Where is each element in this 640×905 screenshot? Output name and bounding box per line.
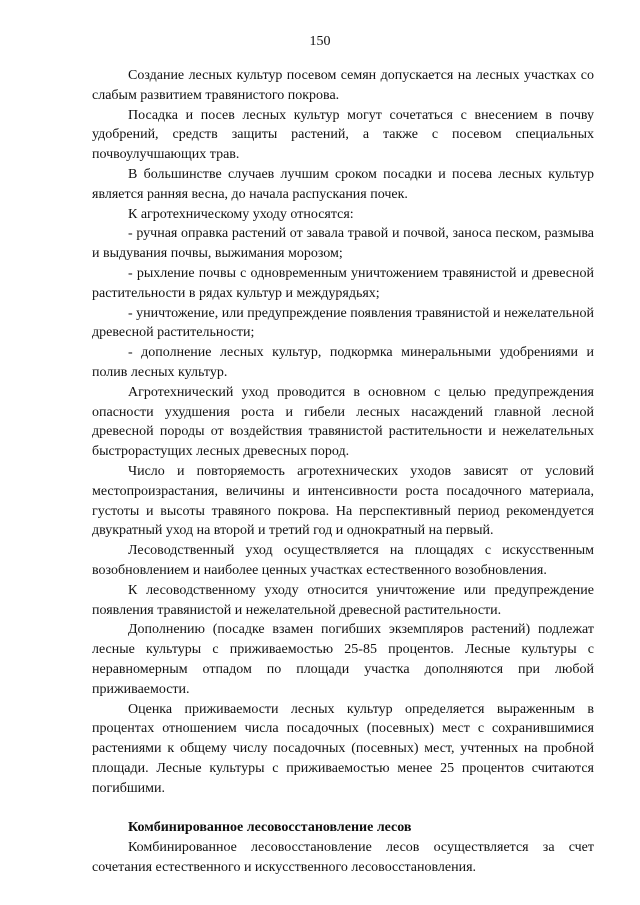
paragraph: Агротехнический уход проводится в основном с целью предупреждения опасности ухудшения роста и гибели лесных насаждений главной лесной древесной породы от воздействия травянистой растительности и нежелательных быстрорастущих лесных древесных пород. [92,384,594,460]
paragraph: Посадка и посев лесных культур могут сочетаться с внесением в почву удобрений, средств защиты растений, а также с посевом специальных почвоулучшающих трав. [92,107,594,163]
list-item: - дополнение лесных культур, подкормка минеральными удобрениями и полив лесных культур. [92,345,594,380]
paragraph: К лесоводственному уходу относится уничтожение или предупреждение появления травянистой и нежелательной древесной растительности. [92,582,594,618]
blank-line [92,798,594,818]
paragraph: К агротехническому уходу относятся: [128,206,354,222]
page-number: 150 [309,34,331,49]
paragraph: В большинстве случаев лучшим сроком посадки и посева лесных культур является ранняя весна, до начала распускания почек. [92,166,594,202]
paragraph: Дополнению (посадке взамен погибших экземпляров растений) подлежат лесные культуры с приживаемостью 25-85 процентов. Лесные культуры с неравномерным отпадом по площади участка дополняются при любой приживаемости. [92,622,594,697]
paragraph: Лесоводственный уход осуществляется на площадях с искусственным возобновлением и наиболее ценных участках естественного возобновления. [92,543,594,578]
paragraph: Комбинированное лесовосстановление лесов осуществляется за счет сочетания естественного и искусственного лесовосстановления. [92,840,594,875]
list-item: - ручная оправка растений от завала травой и почвой, заноса песком, размыва и выдувания почвы, выжимания морозом; [92,226,594,262]
paragraph: Создание лесных культур посевом семян допускается на лесных участках со слабым развитием травянистого покрова. [92,68,594,103]
paragraph: Оценка приживаемости лесных культур определяется выраженным в процентах отношением числа посадочных (посевных) мест с сохранившимися растениями к общему числу посадочных (посевных) мест, учтенных на пробной площади. Лесные культуры с приживаемостью менее 25 процентов считаются погибшими. [92,701,594,796]
list-item: - рыхление почвы с одновременным уничтожением травянистой и древесной растительности в рядах культур и междурядьях; [92,265,594,301]
list-item: - уничтожение, или предупреждение появления травянистой и нежелательной древесной растительности; [92,305,594,341]
section-heading: Комбинированное лесовосстановление лесов [128,820,412,836]
body-text [92,66,594,878]
paragraph: Число и повторяемость агротехнических уходов зависят от условий местопроизрастания, величины и интенсивности роста посадочного материала, густоты и высоты травяного покрова. На перспективный период рекомендуется двукратный уход на второй и третий год и однократный на первый. [92,463,594,539]
